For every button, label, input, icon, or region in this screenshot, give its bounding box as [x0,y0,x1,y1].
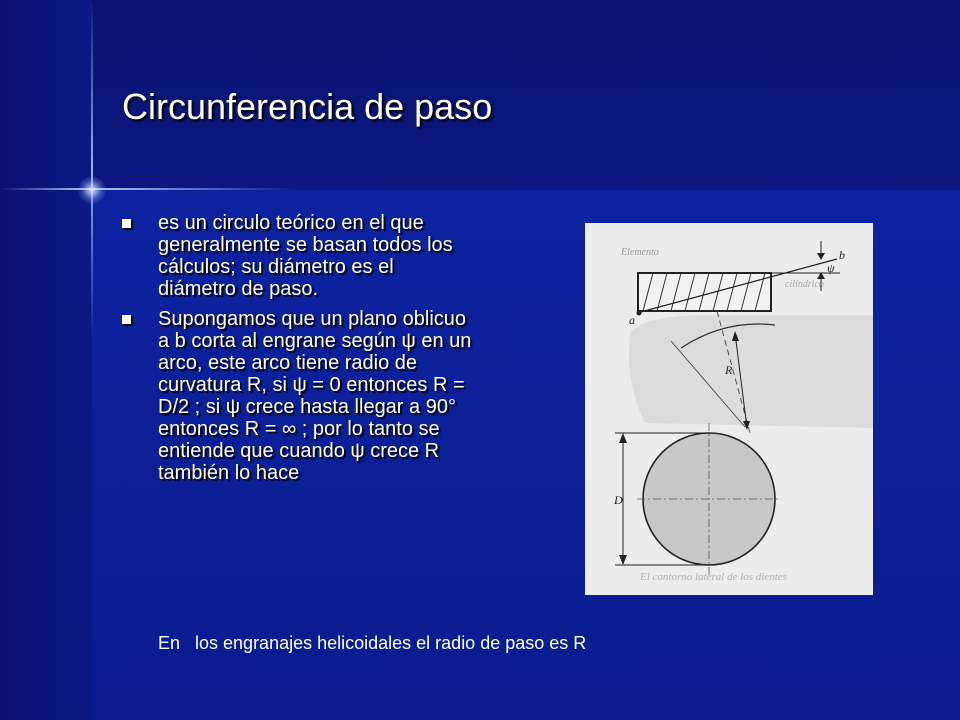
left-band [0,0,92,720]
label-R: R [725,363,733,377]
gear-diagram [585,223,873,595]
caption: En los engranajes helicoidales el radio de paso es R [158,633,587,653]
bullet-text: es un circulo teórico en el que generalmente se basan todos los cálculos; su diámetro es el diámetro de paso. [158,212,453,300]
label-D: D [614,493,623,507]
bullet-text: Supongamos que un plano oblicuo a b corta al engrane según ψ en un arco, este arco tiene radio de curvatura R, si ψ = 0 entonces R = D/2 ; si ψ crece hasta llegar a 90° entonces R = ∞ ; por lo tanto se entiende que cuando ψ crece R también lo hace [158,308,472,484]
square-bullet-icon [122,315,131,324]
bullet-list [122,212,472,492]
arrow-head-icon [817,253,825,260]
background-text: cilíndrico [785,279,824,290]
label-b: b [839,248,845,262]
bullet-item [122,212,472,300]
arrow-head-icon [619,433,627,443]
background-shading [629,315,873,428]
bullet-item [122,308,472,484]
background-text: Elemento [621,247,659,258]
point-a [637,311,642,316]
label-a: a [629,313,635,327]
light-flare-center [78,176,106,204]
light-flare-horizontal [0,188,300,190]
arrow-head-icon [619,555,627,565]
slide-title: Circunferencia de paso [122,86,493,127]
background-text: El contorno lateral de los dientes [640,571,787,583]
light-flare-vertical [91,0,93,340]
square-bullet-icon [122,219,131,228]
label-psi: ψ [827,261,835,275]
